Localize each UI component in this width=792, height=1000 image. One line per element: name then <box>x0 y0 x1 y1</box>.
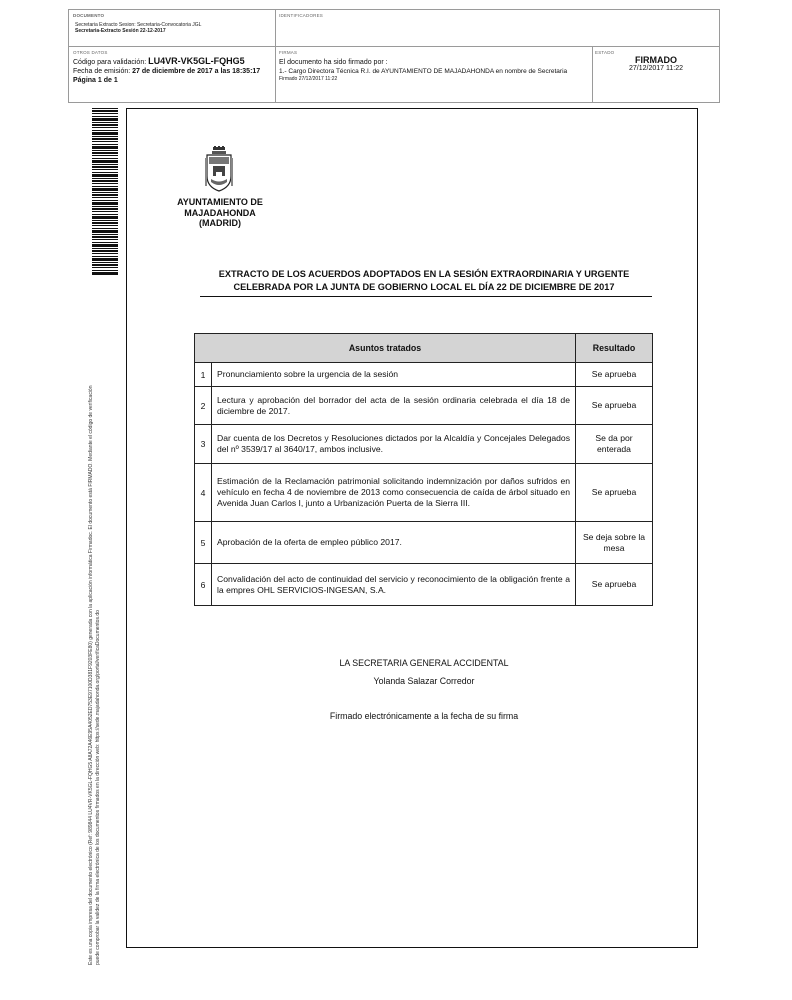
row-asunto: Pronunciamiento sobre la urgencia de la sesión <box>212 363 576 387</box>
org-line1: AYUNTAMIENTO DE <box>177 197 263 207</box>
verification-side-text <box>88 275 102 965</box>
identificadores-label: IDENTIFICADORES <box>279 13 324 18</box>
documento-label: DOCUMENTO <box>73 13 105 18</box>
row-asunto: Dar cuenta de los Decretos y Resoluciones dictados por la Alcaldía y Concejales Delegados del nº 3539/17 al 3640/17, ambos inclusive. <box>212 425 576 464</box>
table-row <box>195 522 653 564</box>
side-text-line1: Este es una copia impresa del documento electrónico (Ref: 989844 LU4VR-VK5GL-FQHG5 A8A72A46E95A4052ED753E97100D381F9203FE80) generada con la aplicación informática Firmadoc. El documento está FIRMADO. Mediante el código de verificación <box>88 385 94 965</box>
page-number: Página 1 de 1 <box>73 77 118 84</box>
document-title <box>196 268 652 293</box>
org-line2: MAJADAHONDA <box>184 207 256 218</box>
org-line3: (MADRID) <box>199 218 241 228</box>
table-header-row <box>195 334 653 363</box>
firmas-cell <box>279 50 591 82</box>
estado-value: FIRMADO <box>635 55 677 65</box>
table-row <box>195 387 653 425</box>
row-asunto: Convalidación del acto de continuidad del servicio y reconocimiento de la obligación frente a la empres OHL SERVICIOS-INGESAN, S.A. <box>212 564 576 606</box>
title-line2: CELEBRADA POR LA JUNTA DE GOBIERNO LOCAL EL DÍA 22 DE DICIEMBRE DE 2017 <box>233 281 615 292</box>
table-row <box>195 363 653 387</box>
signature-note: Firmado electrónicamente a la fecha de su firma <box>329 711 519 721</box>
estado-label: ESTADO <box>595 50 615 55</box>
table-row <box>195 564 653 606</box>
fecha-prefix: Fecha de emisión: <box>73 68 131 75</box>
agreements-table <box>194 333 653 606</box>
header-asuntos: Asuntos tratados <box>195 334 576 363</box>
fecha-emision <box>73 67 273 76</box>
row-resultado: Se deja sobre la mesa <box>576 522 653 564</box>
codigo-prefix: Código para validación: <box>73 59 147 66</box>
row-resultado: Se aprueba <box>576 564 653 606</box>
row-number: 5 <box>195 522 212 564</box>
row-number: 1 <box>195 363 212 387</box>
row-resultado: Se aprueba <box>576 363 653 387</box>
firmas-line2: 1.- Cargo Directora Técnica R.I. de AYUNTAMIENTO DE MAJADAHONDA en nombre de Secretaria <box>279 68 568 75</box>
row-number: 4 <box>195 464 212 522</box>
coat-of-arms-icon <box>204 146 234 192</box>
row-asunto: Aprobación de la oferta de empleo público 2017. <box>212 522 576 564</box>
firmas-line3: Firmado 27/12/2017 11:22 <box>279 76 338 82</box>
documento-line2: Secretaria-Extracto Sesión 22-12-2017 <box>75 28 166 34</box>
codigo-validacion <box>73 57 273 67</box>
row-resultado: Se aprueba <box>576 387 653 425</box>
documento-line1: Secretaria Extracto Sesion: Secretaria-Convocatoria JGL <box>75 22 202 28</box>
signatory-name: Yolanda Salazar Corredor <box>373 676 475 686</box>
table-row <box>195 464 653 522</box>
header-resultado: Resultado <box>576 334 653 363</box>
otros-datos-cell <box>73 50 273 85</box>
estado-date: 27/12/2017 11:22 <box>629 65 683 72</box>
documento-cell <box>73 13 273 34</box>
row-number: 2 <box>195 387 212 425</box>
document-header <box>68 9 720 103</box>
estado-cell <box>595 50 717 72</box>
organization-name <box>150 197 290 229</box>
side-text-line2: puede comprobar la validez de la firma electrónica de los documentos firmados en la dirección web: https://sede.majadahonda.org/portal/verificaDocumentos.do <box>95 610 101 965</box>
row-resultado: Se da por enterada <box>576 425 653 464</box>
barcode-image <box>92 108 118 276</box>
title-underline <box>200 296 652 297</box>
firmas-line1: El documento ha sido firmado por : <box>279 59 388 66</box>
fecha-value: 27 de diciembre de 2017 a las 18:35:17 <box>132 68 261 75</box>
row-number: 6 <box>195 564 212 606</box>
otros-datos-label: OTROS DATOS <box>73 50 108 55</box>
row-asunto: Estimación de la Reclamación patrimonial solicitando indemnización por daños sufridos en vehículo en fecha 4 de noviembre de 2013 como consecuencia de caída de árbol situado en Avenida Juan Carlos I, junto a Urbanización Puerta de la Sierra III. <box>212 464 576 522</box>
identificadores-cell <box>279 13 323 18</box>
row-resultado: Se aprueba <box>576 464 653 522</box>
signatory-role: LA SECRETARIA GENERAL ACCIDENTAL <box>339 658 509 668</box>
row-number: 3 <box>195 425 212 464</box>
firmas-label: FIRMAS <box>279 50 298 55</box>
title-line1: EXTRACTO DE LOS ACUERDOS ADOPTADOS EN LA SESIÓN EXTRAORDINARIA Y URGENTE <box>218 269 630 279</box>
table-row <box>195 425 653 464</box>
codigo-value: LU4VR-VK5GL-FQHG5 <box>148 56 245 66</box>
row-asunto: Lectura y aprobación del borrador del acta de la sesión ordinaria celebrada el día 18 de diciembre de 2017. <box>212 387 576 425</box>
